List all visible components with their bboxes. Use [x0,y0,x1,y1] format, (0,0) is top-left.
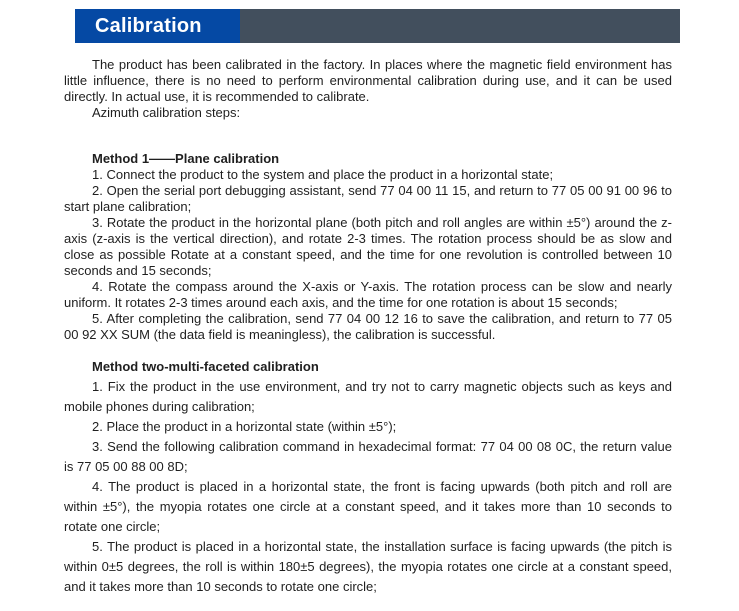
intro-paragraph: The product has been calibrated in the factory. In places where the magnetic field environment has little influence, there is no need to perform environmental calibration during use, and it can be used directly. In actual use, it is recommended to calibrate. [64,57,672,104]
method2-step-2: 2. Place the product in a horizontal state (within ±5°); [92,419,397,434]
section-title: Calibration [95,14,202,37]
method1-heading: Method 1——Plane calibration [92,151,280,166]
intro-subline: Azimuth calibration steps: [92,105,241,120]
header-bar-decoration [240,9,680,43]
method1-step-3: 3. Rotate the product in the horizontal plane (both pitch and roll angles are within ±5°) around the z-axis (z-axis is the vertical direction), and rotate 2-3 times. The rotation process should be as slow and close as possible Rotate at a constant speed, and the time for one revolution is controlled between 10 seconds and 15 seconds; [64,215,672,278]
method1-step-5: 5. After completing the calibration, send 77 04 00 12 16 to save the calibration, and return to 77 05 00 92 XX SUM (the data field is meaningless), the calibration is successful. [64,311,672,342]
document-content [64,43,672,597]
method1-section [64,151,672,343]
section-header-accent-block [75,9,240,43]
method1-step-1: 1. Connect the product to the system and place the product in a horizontal state; [92,167,554,182]
section-header-banner [75,9,680,43]
method2-step-3: 3. Send the following calibration command in hexadecimal format: 77 04 00 08 0C, the return value is 77 05 00 88 00 8D; [64,439,672,474]
method2-step-4: 4. The product is placed in a horizontal state, the front is facing upwards (both pitch and roll are within ±5°), the myopia rotates one circle at a constant speed, and it takes more than 10 seconds to rotate one circle; [64,479,672,534]
method2-step-5: 5. The product is placed in a horizontal state, the installation surface is facing upwards (the pitch is within 0±5 degrees, the roll is within 180±5 degrees), the myopia rotates one circle at a constant speed, and it takes more than 10 seconds to rotate one circle; [64,539,672,594]
method2-section [64,357,672,597]
method1-step-2: 2. Open the serial port debugging assistant, send 77 04 00 11 15, and return to 77 05 00 91 00 96 to start plane calibration; [64,183,672,214]
method2-step-1: 1. Fix the product in the use environment, and try not to carry magnetic objects such as keys and mobile phones during calibration; [64,379,672,414]
method2-heading: Method two-multi-faceted calibration [92,359,319,374]
method1-step-4: 4. Rotate the compass around the X-axis or Y-axis. The rotation process can be slow and nearly uniform. It rotates 2-3 times around each axis, and the time for one rotation is about 15 seconds; [64,279,672,310]
